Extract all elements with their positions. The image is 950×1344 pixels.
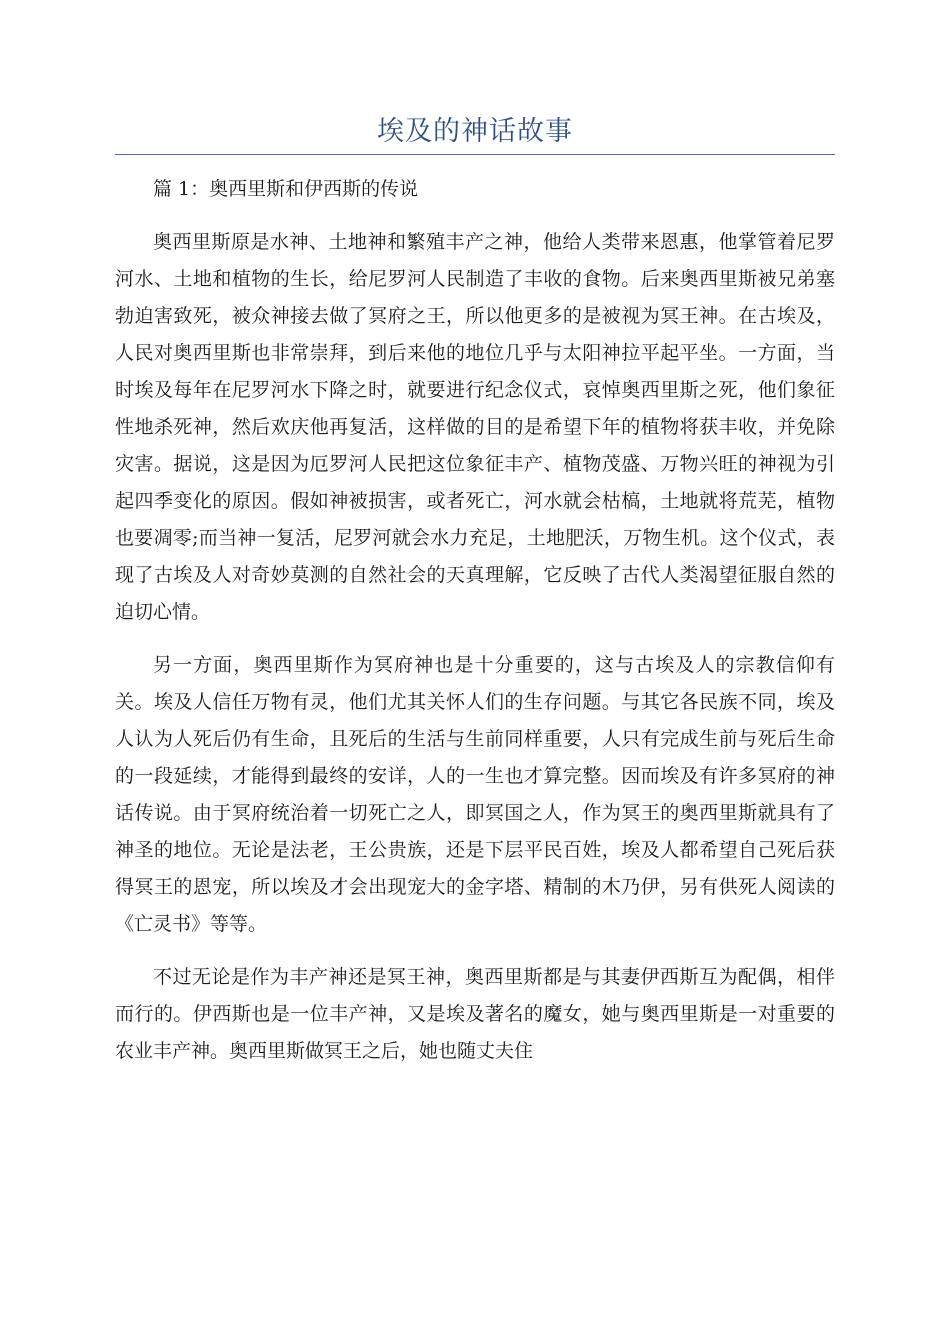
section-heading: 篇 1：奥西里斯和伊西斯的传说 bbox=[153, 178, 419, 200]
paragraph-1: 奥西里斯原是水神、土地神和繁殖丰产之神，他给人类带来恩惠，他掌管着尼罗河水、土地和植物的生长，给尼罗河人民制造了丰收的食物。后来奥西里斯被兄弟塞勃迫害致死，被众神接去做了冥府之王，所以他更多的是被视为冥王神。在古埃及，人民对奥西里斯也非常崇拜，到后来他的地位几乎与太阳神拉平起平坐。一方面，当时埃及每年在尼罗河水下降之时，就要进行纪念仪式，哀悼奥西里斯之死，他们象征性地杀死神，然后欢庆他再复活，这样做的目的是希望下年的植物将获丰收，并免除灾害。据说，这是因为厄罗河人民把这位象征丰产、植物茂盛、万物兴旺的神视为引起四季变化的原因。假如神被损害，或者死亡，河水就会枯槁，土地就将荒芜，植物也要凋零;而当神一复活，尼罗河就会水力充足，土地肥沃，万物生机。这个仪式，表现了古埃及人对奇妙莫测的自然社会的天真理解，它反映了古代人类渴望征服自然的迫切心情。 bbox=[115, 231, 835, 623]
title-underline bbox=[115, 154, 835, 155]
paragraph-3: 不过无论是作为丰产神还是冥王神，奥西里斯都是与其妻伊西斯互为配偶，相伴而行的。伊西斯也是一位丰产神，又是埃及著名的魔女，她与奥西里斯是一对重要的农业丰产神。奥西里斯做冥王之后，她也随丈夫住 bbox=[115, 966, 835, 1062]
document-title: 埃及的神话故事 bbox=[377, 116, 573, 147]
paragraph-2: 另一方面，奥西里斯作为冥府神也是十分重要的，这与古埃及人的宗教信仰有关。埃及人信任万物有灵，他们尤其关怀人们的生存问题。与其它各民族不同，埃及人认为人死后仍有生命，且死后的生活与生前同样重要，人只有完成生前与死后生命的一段延续，才能得到最终的安详，人的一生也才算完整。因而埃及有许多冥府的神话传说。由于冥府统治着一切死亡之人，即冥国之人，作为冥王的奥西里斯就具有了神圣的地位。无论是法老，王公贵族，还是下层平民百姓，埃及人都希望自己死后获得冥王的恩宠，所以埃及才会出现宠大的金字塔、精制的木乃伊，另有供死人阅读的《亡灵书》等等。 bbox=[115, 654, 835, 935]
document-body bbox=[115, 171, 835, 1086]
